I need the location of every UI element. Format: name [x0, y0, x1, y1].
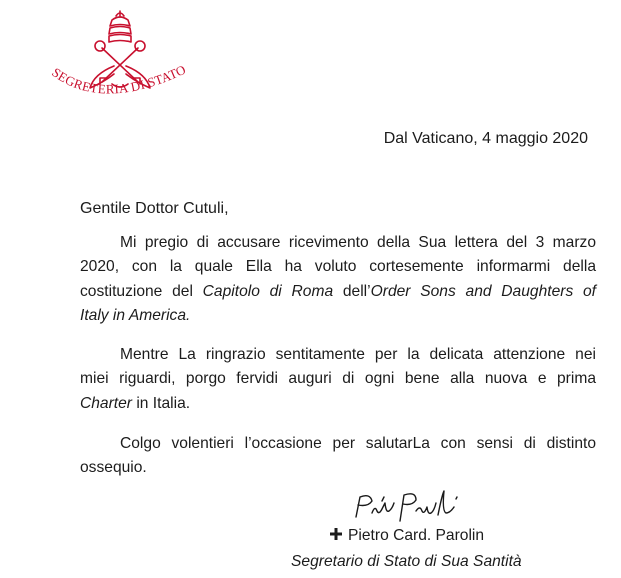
- text-run: costituzione del: [80, 282, 203, 300]
- salutation: Gentile Dottor Cutuli,: [80, 200, 229, 217]
- signature-scribble: [352, 487, 464, 527]
- letterhead-logo: [40, 8, 200, 108]
- paragraph-line: 2020, con la quale Ella ha voluto cortesemente informarmi della: [80, 258, 596, 276]
- italic-text-run: Order Sons and Daughters of: [370, 282, 596, 300]
- papal-emblem: [40, 8, 200, 108]
- italic-text-run: Charter: [80, 394, 132, 412]
- paragraph-line: [80, 280, 596, 304]
- office-name-text: SEGRETERIA DI STATO: [49, 61, 189, 97]
- text-run: dell’: [333, 282, 371, 300]
- paragraph-wishes: [80, 343, 596, 416]
- date-line: Dal Vaticano, 4 maggio 2020: [383, 130, 588, 147]
- paragraph-line: Mentre La ringrazio sentitamente per la delicata attenzione nei: [120, 346, 596, 363]
- text-run: in Italia.: [132, 394, 191, 412]
- paragraph-line: miei riguardi, porgo fervidi auguri di ogni bene alla nuova e prima: [80, 370, 596, 388]
- handwritten-signature: [352, 487, 464, 527]
- paragraph-line: [80, 392, 596, 416]
- paragraph-acknowledgement: [80, 231, 596, 328]
- signer-title: Segretario di Stato di Sua Santità: [291, 553, 522, 570]
- italic-text-run: Capitolo di Roma: [202, 282, 334, 300]
- italic-text-run: Italy in America.: [80, 306, 191, 324]
- paragraph-closing: [80, 432, 596, 481]
- paragraph-line: [80, 304, 596, 328]
- signer-name-text: Pietro Card. Parolin: [348, 527, 485, 544]
- paragraph-line: ossequio.: [80, 459, 147, 477]
- paragraph-line: Colgo volentieri l’occasione per salutarLa con sensi di distinto: [120, 435, 596, 452]
- paragraph-line: Mi pregio di accusare ricevimento della Sua lettera del 3 marzo: [120, 234, 596, 251]
- cross-icon: [330, 528, 342, 540]
- signer-name: [330, 527, 484, 545]
